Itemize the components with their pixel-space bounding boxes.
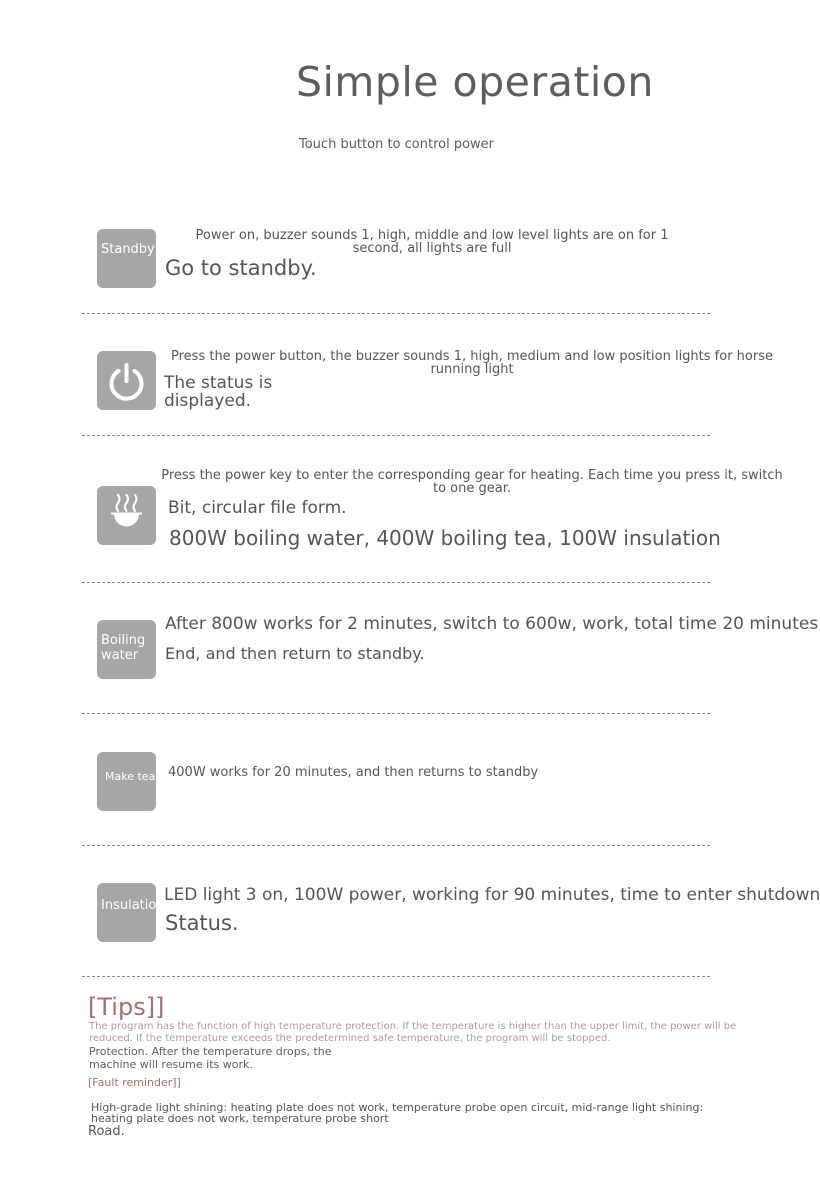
make-tea-icon-label: Make tea (105, 770, 156, 783)
divider (82, 435, 710, 436)
insulation-description: LED light 3 on, 100W power, working for 90 minutes, time to enter shutdown (164, 885, 820, 905)
standby-icon-label: Standby (101, 242, 155, 257)
standby-description-cont: Go to standby. (165, 256, 317, 280)
power-description-cont: The status is displayed. (164, 373, 273, 411)
heating-icon (97, 486, 156, 545)
make-tea-description: 400W works for 20 minutes, and then returns to standby (168, 765, 539, 780)
insulation-icon-label: Insulation (101, 898, 165, 913)
power-icon (97, 351, 156, 410)
fault-reminder-title: [Fault reminder]] (88, 1076, 181, 1089)
page-subtitle: Touch button to control power (299, 137, 495, 152)
heating-modes: 800W boiling water, 400W boiling tea, 100W insulation (169, 526, 721, 550)
insulation-description-cont: Status. (165, 911, 239, 935)
tips-text-protection: Protection. After the temperature drops, the machine will resume its work. (89, 1045, 332, 1071)
tips-text: The program has the function of high temperature protection. If the temperature is higher than the upper limit, the power will be reduced. If the temperature exceeds the predetermined safe temperature, the program will be stopped. (89, 1021, 737, 1044)
page-title: Simple operation (296, 58, 654, 106)
boiling-water-description-cont: End, and then return to standby. (165, 644, 425, 663)
standby-description: Power on, buzzer sounds 1, high, middle and low level lights are on for 1 second, all lights are full (195, 228, 669, 256)
boiling-water-description: After 800w works for 2 minutes, switch to 600w, work, total time 20 minutes (165, 614, 819, 634)
heating-description: Press the power key to enter the corresponding gear for heating. Each time you press it, switch to one gear. (161, 468, 783, 496)
power-description: Press the power button, the buzzer sounds 1, high, medium and low position lights for horse running light (171, 349, 773, 377)
divider (82, 582, 710, 583)
divider (82, 976, 710, 977)
boiling-water-icon-label: Boiling water (101, 633, 146, 663)
standby-icon (97, 229, 156, 288)
fault-reminder-end: Road. (88, 1124, 125, 1139)
insulation-icon (97, 883, 165, 942)
fault-reminder-text: High-grade light shining: heating plate does not work, temperature probe open circuit, mid-range light shining: heating plate does not work, temperature probe short (91, 1101, 704, 1125)
heating-description-cont: Bit, circular file form. (168, 498, 347, 518)
tips-title: [Tips]] (88, 993, 165, 1021)
divider (82, 313, 710, 314)
make-tea-icon (97, 752, 156, 811)
boiling-water-icon (97, 620, 156, 679)
divider (82, 845, 710, 846)
divider (82, 713, 710, 714)
